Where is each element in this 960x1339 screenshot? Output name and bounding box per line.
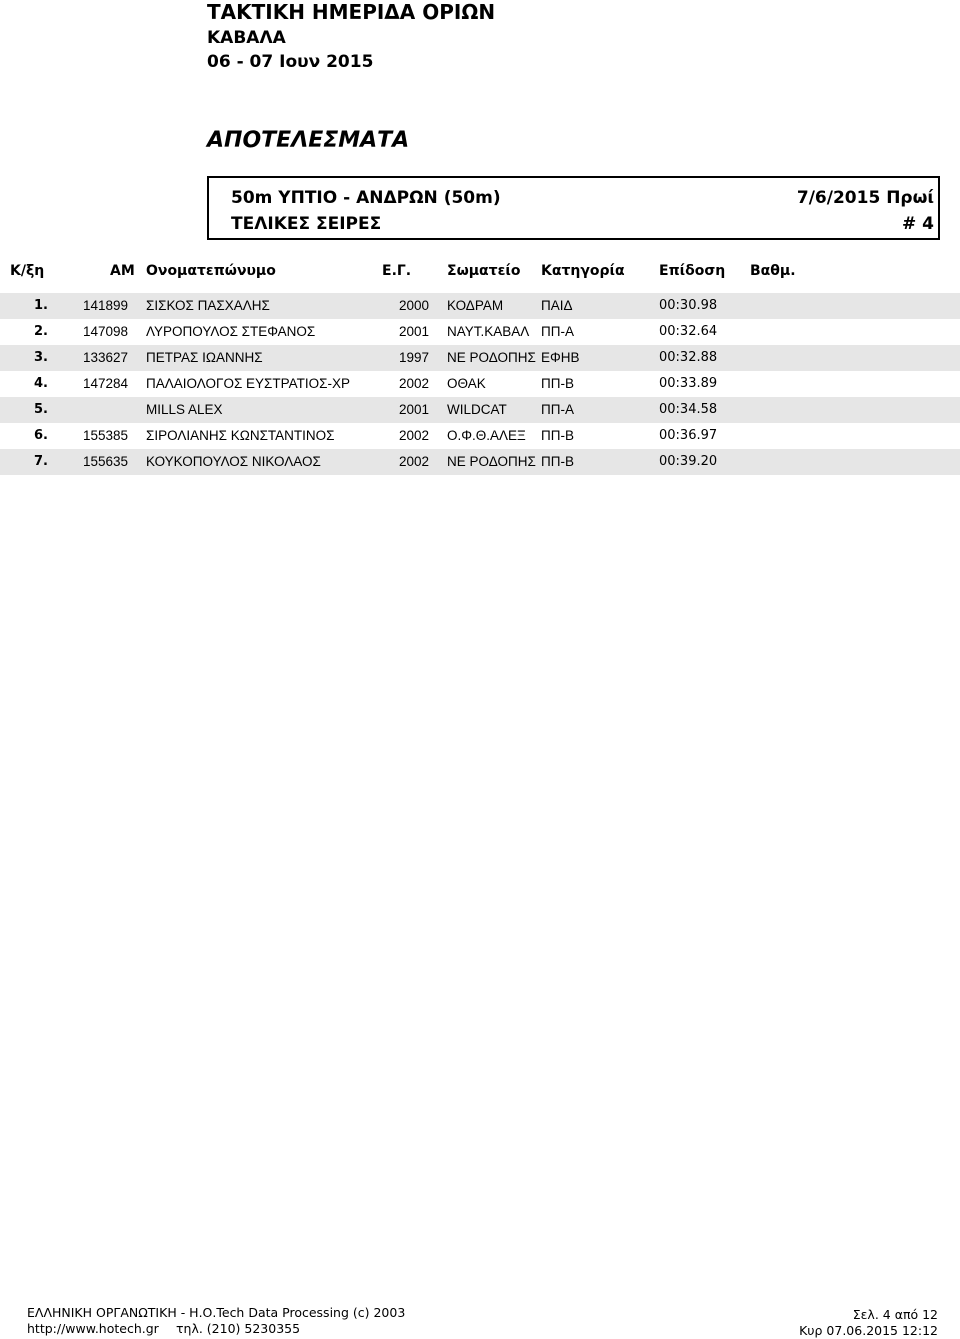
cell-time: 00:32.88 bbox=[659, 350, 718, 365]
cell-time: 00:32.64 bbox=[659, 324, 718, 339]
cell-category: ΕΦΗΒ bbox=[541, 350, 580, 365]
cell-am: 155635 bbox=[83, 454, 129, 469]
footer-print-date: Κυρ 07.06.2015 12:12 bbox=[799, 1323, 938, 1338]
event-name: 50m ΥΠΤΙΟ - ΑΝΔΡΩΝ (50m) bbox=[231, 188, 501, 208]
footer-phone: τηλ. (210) 5230355 bbox=[176, 1321, 301, 1336]
cell-club: Ο.Φ.Θ.ΑΛΕΞ bbox=[447, 428, 526, 443]
cell-category: ΠΠ-Α bbox=[541, 402, 574, 417]
cell-pos: 6. bbox=[34, 428, 48, 443]
cell-time: 00:36.97 bbox=[659, 428, 718, 443]
cell-am: 147098 bbox=[83, 324, 129, 339]
cell-name: ΛΥΡΟΠΟΥΛΟΣ ΣΤΕΦΑΝΟΣ bbox=[146, 324, 316, 339]
table-row bbox=[0, 345, 960, 371]
cell-club: ΝΑΥΤ.ΚΑΒΑΛ bbox=[447, 324, 530, 339]
cell-year: 2001 bbox=[399, 402, 430, 417]
col-header-am: ΑΜ bbox=[110, 263, 135, 279]
cell-year: 2002 bbox=[399, 376, 430, 391]
col-header-points: Βαθμ. bbox=[750, 263, 796, 279]
cell-am: 155385 bbox=[83, 428, 129, 443]
cell-category: ΠΑΙΔ bbox=[541, 298, 573, 313]
table-row bbox=[0, 293, 960, 319]
cell-club: ΝΕ ΡΟΔΟΠΗΣ bbox=[447, 350, 536, 365]
col-header-club: Σωματείο bbox=[447, 263, 521, 279]
table-row bbox=[0, 371, 960, 397]
cell-name: MILLS ALEX bbox=[146, 402, 223, 417]
meet-dates: 06 - 07 Ιουν 2015 bbox=[207, 52, 374, 72]
cell-club: ΝΕ ΡΟΔΟΠΗΣ bbox=[447, 454, 536, 469]
cell-name: ΠΑΛΑΙΟΛΟΓΟΣ ΕΥΣΤΡΑΤΙΟΣ-ΧΡ bbox=[146, 376, 351, 391]
cell-time: 00:33.89 bbox=[659, 376, 718, 391]
cell-year: 2000 bbox=[399, 298, 430, 313]
cell-name: ΣΙΡΟΛΙΑΝΗΣ ΚΩΝΣΤΑΝΤΙΝΟΣ bbox=[146, 428, 335, 443]
col-header-time: Επίδοση bbox=[659, 263, 726, 279]
cell-name: ΣΙΣΚΟΣ ΠΑΣΧΑΛΗΣ bbox=[146, 298, 270, 313]
footer-page-number: Σελ. 4 από 12 bbox=[852, 1307, 938, 1322]
cell-category: ΠΠ-Β bbox=[541, 454, 574, 469]
cell-pos: 1. bbox=[34, 298, 48, 313]
col-header-pos: Κ/ξη bbox=[10, 263, 45, 279]
results-heading: ΑΠΟΤΕΛΕΣΜΑΤΑ bbox=[207, 128, 410, 153]
table-row bbox=[0, 449, 960, 475]
cell-category: ΠΠ-Α bbox=[541, 324, 574, 339]
event-heat: # 4 bbox=[902, 214, 934, 234]
event-box bbox=[207, 176, 940, 240]
cell-year: 2002 bbox=[399, 454, 430, 469]
cell-time: 00:34.58 bbox=[659, 402, 718, 417]
cell-club: ΚΟΔΡΑΜ bbox=[447, 298, 504, 313]
cell-name: ΠΕΤΡΑΣ ΙΩΑΝΝΗΣ bbox=[146, 350, 263, 365]
cell-am: 147284 bbox=[83, 376, 129, 391]
cell-club: ΟΘΑΚ bbox=[447, 376, 486, 391]
col-header-name: Ονοματεπώνυμο bbox=[146, 263, 276, 279]
table-row bbox=[0, 319, 960, 345]
cell-time: 00:30.98 bbox=[659, 298, 718, 313]
cell-pos: 2. bbox=[34, 324, 48, 339]
event-phase: ΤΕΛΙΚΕΣ ΣΕΙΡΕΣ bbox=[231, 214, 382, 234]
cell-pos: 3. bbox=[34, 350, 48, 365]
cell-pos: 7. bbox=[34, 454, 48, 469]
footer-org: ΕΛΛΗΝΙΚΗ ΟΡΓΑΝΩΤΙΚΗ - Η.Ο.Tech Data Processing (c) 2003 bbox=[27, 1305, 406, 1320]
footer-url[interactable]: http://www.hotech.gr bbox=[27, 1321, 159, 1336]
col-header-category: Κατηγορία bbox=[541, 263, 625, 279]
cell-year: 1997 bbox=[399, 350, 430, 365]
cell-pos: 4. bbox=[34, 376, 48, 391]
cell-time: 00:39.20 bbox=[659, 454, 718, 469]
cell-category: ΠΠ-Β bbox=[541, 376, 574, 391]
cell-am: 141899 bbox=[83, 298, 129, 313]
cell-am: 133627 bbox=[83, 350, 129, 365]
cell-year: 2001 bbox=[399, 324, 430, 339]
meet-city: ΚΑΒΑΛΑ bbox=[207, 28, 286, 48]
cell-category: ΠΠ-Β bbox=[541, 428, 574, 443]
cell-year: 2002 bbox=[399, 428, 430, 443]
table-row bbox=[0, 423, 960, 449]
cell-pos: 5. bbox=[34, 402, 48, 417]
cell-name: ΚΟΥΚΟΠΟΥΛΟΣ ΝΙΚΟΛΑΟΣ bbox=[146, 454, 321, 469]
event-date: 7/6/2015 Πρωί bbox=[796, 188, 934, 208]
cell-club: WILDCAT bbox=[447, 402, 507, 417]
col-header-year: Ε.Γ. bbox=[382, 263, 412, 279]
meet-title: ΤΑΚΤΙΚΗ ΗΜΕΡΙΔΑ ΟΡΙΩΝ bbox=[207, 0, 496, 24]
table-row bbox=[0, 397, 960, 423]
